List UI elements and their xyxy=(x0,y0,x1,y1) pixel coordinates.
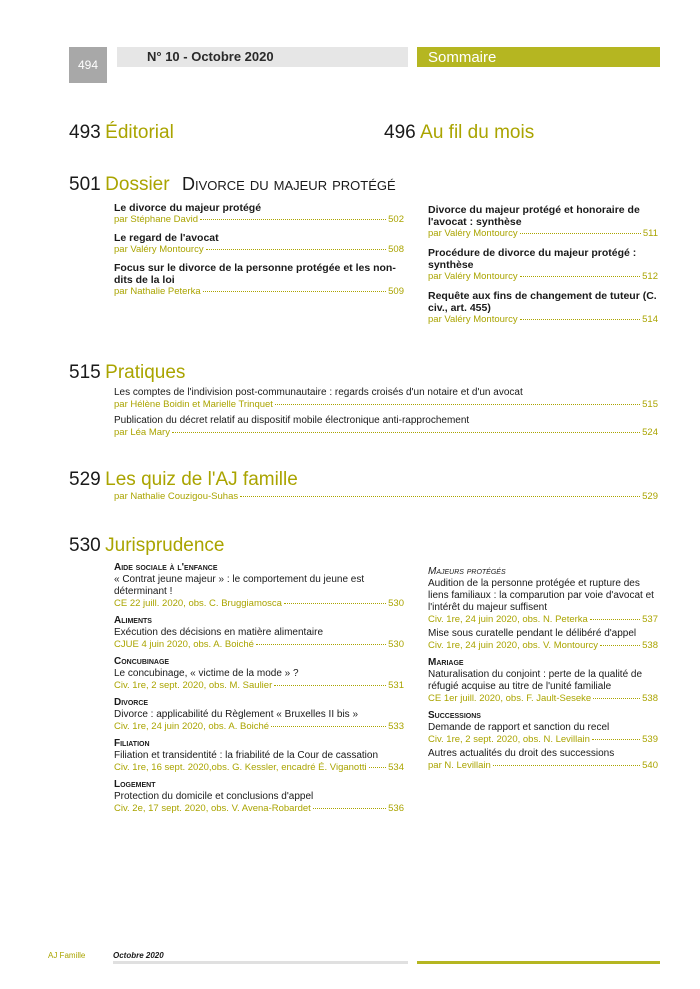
leader-dots xyxy=(520,276,641,277)
entry-page: 529 xyxy=(642,491,658,502)
leader-dots xyxy=(520,319,641,320)
entry-text: Audition de la personne protégée et rupture des liens familiaux : la comparution par voie d'avocat et l'intérêt du majeur suffisent xyxy=(428,578,654,613)
pratiques-title: Pratiques xyxy=(105,362,186,383)
entry-text: Divorce : applicabilité du Règlement « Bruxelles II bis » xyxy=(114,709,359,720)
entry-page: 508 xyxy=(388,244,404,255)
entry-title: Procédure de divorce du majeur protégé : synthèse xyxy=(428,247,637,271)
entry-author: par Léa Mary xyxy=(114,427,170,438)
entry-page: 530 xyxy=(388,598,404,609)
entry-text: Le concubinage, « victime de la mode » ? xyxy=(114,668,299,679)
quiz-entry[interactable] xyxy=(114,491,658,503)
entry-page: 530 xyxy=(388,639,404,650)
entry-author-line xyxy=(428,228,658,240)
dossier-entry[interactable] xyxy=(114,232,404,256)
entry-category: Filiation xyxy=(114,738,150,749)
entry-text: Demande de rapport et sanction du recel xyxy=(428,722,610,733)
entry-text: Mise sous curatelle pendant le délibéré d'appel xyxy=(428,628,637,639)
footer-bar-left xyxy=(113,961,408,964)
entry-text: Les comptes de l'indivision post-communautaire : regards croisés d'un notaire et d'un avocat xyxy=(114,387,523,398)
dossier-entry[interactable] xyxy=(114,262,404,298)
dossier-heading[interactable] xyxy=(69,174,396,196)
footer-brand: AJ Famille xyxy=(48,951,86,960)
entry-title: Focus sur le divorce de la personne protégée et les non-dits de la loi xyxy=(114,262,396,286)
entry-ref-line xyxy=(428,614,658,626)
entry-page: 537 xyxy=(642,614,658,625)
au-fil-page: 496 xyxy=(384,122,416,143)
entry-text: Autres actualités du droit des successions xyxy=(428,748,615,759)
juris-entry[interactable] xyxy=(428,578,658,626)
leader-dots xyxy=(203,291,387,292)
entry-ref-line xyxy=(114,598,404,610)
entry-text: Exécution des décisions en matière alimentaire xyxy=(114,627,323,638)
leader-dots xyxy=(271,726,386,727)
page-number-tab: 494 xyxy=(69,47,107,83)
editorial-page: 493 xyxy=(69,122,101,143)
entry-ref-line xyxy=(114,680,404,692)
dossier-entry[interactable] xyxy=(114,202,404,226)
leader-dots xyxy=(600,645,640,646)
jurisprudence-left-column xyxy=(114,562,404,815)
entry-page: 524 xyxy=(642,427,658,438)
dossier-entry[interactable] xyxy=(428,204,658,240)
footer-date: Octobre 2020 xyxy=(113,951,164,960)
entry-page: 540 xyxy=(642,760,658,771)
entry-page: 533 xyxy=(388,721,404,732)
dossier-entry[interactable] xyxy=(428,247,658,283)
entry-author-line xyxy=(428,271,658,283)
entry-ref-line xyxy=(428,693,658,705)
entry-ref: Civ. 1re, 16 sept. 2020,obs. G. Kessler, encadré É. Viganotti xyxy=(114,762,367,773)
entry-text: Filiation et transidentité : la friabilité de la Cour de cassation xyxy=(114,750,379,761)
jurisprudence-page: 530 xyxy=(69,535,101,556)
entry-author-line xyxy=(114,491,658,503)
entry-ref-line xyxy=(114,762,404,774)
issue-label: N° 10 - Octobre 2020 xyxy=(147,49,274,64)
entry-ref-line xyxy=(114,803,404,815)
entry-author-line xyxy=(114,399,658,411)
editorial-heading[interactable] xyxy=(69,122,174,144)
entry-author-line xyxy=(114,214,404,226)
category-majeurs-proteges: Majeurs protégés xyxy=(428,566,506,577)
entry-page: 511 xyxy=(642,228,658,239)
entry-text: « Contrat jeune majeur » : le comportement du jeune est déterminant ! xyxy=(114,574,365,597)
leader-dots xyxy=(275,404,640,405)
pratiques-page: 515 xyxy=(69,362,101,383)
entry-ref: Civ. 2e, 17 sept. 2020, obs. V. Avena-Robardet xyxy=(114,803,311,814)
entry-page: 509 xyxy=(388,286,404,297)
entry-ref: Civ. 1re, 2 sept. 2020, obs. N. Levillain xyxy=(428,734,590,745)
dossier-left-column xyxy=(114,202,404,298)
entry-category: Concubinage xyxy=(114,656,170,667)
pratiques-entry[interactable] xyxy=(114,387,658,411)
leader-dots xyxy=(172,432,640,433)
entry-page: 534 xyxy=(388,762,404,773)
entry-ref-line xyxy=(428,760,658,772)
leader-dots xyxy=(592,739,640,740)
entry-ref: Civ. 1re, 24 juin 2020, obs. V. Montourcy xyxy=(428,640,599,651)
leader-dots xyxy=(206,249,387,250)
entry-title: Le divorce du majeur protégé xyxy=(114,202,262,214)
entry-ref: CE 22 juill. 2020, obs. C. Bruggiamosca xyxy=(114,598,282,609)
category-mariage: Mariage xyxy=(428,657,464,668)
leader-dots xyxy=(590,619,640,620)
entry-page: 514 xyxy=(642,314,658,325)
entry-page: 515 xyxy=(642,399,658,410)
juris-entry[interactable] xyxy=(114,562,404,610)
jurisprudence-right-column xyxy=(428,566,658,772)
dossier-subtitle: Divorce du majeur protégé xyxy=(182,174,396,194)
entry-author: par Nathalie Peterka xyxy=(114,286,201,297)
entry-ref: par N. Levillain xyxy=(428,760,491,771)
leader-dots xyxy=(520,233,641,234)
category-successions: Successions xyxy=(428,710,481,721)
leader-dots xyxy=(256,644,386,645)
entry-category: Aliments xyxy=(114,615,152,626)
entry-title: Divorce du majeur protégé et honoraire de l'avocat : synthèse xyxy=(428,204,640,228)
entry-category: Logement xyxy=(114,779,156,790)
pratiques-entry[interactable] xyxy=(114,415,658,439)
entry-category: Divorce xyxy=(114,697,149,708)
au-fil-title: Au fil du mois xyxy=(420,122,535,143)
quiz-title: Les quiz de l'AJ famille xyxy=(105,469,298,490)
dossier-page: 501 xyxy=(69,174,101,195)
juris-entry[interactable] xyxy=(428,748,658,772)
entry-ref: CJUE 4 juin 2020, obs. A. Boiché xyxy=(114,639,254,650)
juris-entry[interactable] xyxy=(114,697,404,733)
entry-page: 531 xyxy=(388,680,404,691)
entry-author: par Nathalie Couzigou-Suhas xyxy=(114,491,239,502)
entry-author: par Stéphane David xyxy=(114,214,198,225)
entry-ref-line xyxy=(114,639,404,651)
juris-entry[interactable] xyxy=(428,669,658,705)
entry-page: 502 xyxy=(388,214,404,225)
entry-text: Protection du domicile et conclusions d'appel xyxy=(114,791,314,802)
juris-entry[interactable] xyxy=(114,656,404,692)
juris-entry[interactable] xyxy=(428,722,658,746)
pratiques-heading[interactable] xyxy=(69,362,185,384)
dossier-title: Dossier xyxy=(105,174,170,195)
quiz-page: 529 xyxy=(69,469,101,490)
jurisprudence-title: Jurisprudence xyxy=(105,535,225,556)
juris-entry[interactable] xyxy=(428,628,658,652)
juris-entry[interactable] xyxy=(114,779,404,815)
juris-entry[interactable] xyxy=(114,615,404,651)
leader-dots xyxy=(593,698,640,699)
entry-text: Naturalisation du conjoint : perte de la qualité de réfugié acquise au titre de l'unité familiale xyxy=(428,669,643,692)
leader-dots xyxy=(274,685,386,686)
entry-ref: Civ. 1re, 2 sept. 2020, obs. M. Saulier xyxy=(114,680,273,691)
entry-author: par Valéry Montourcy xyxy=(428,314,518,325)
leader-dots xyxy=(313,808,386,809)
leader-dots xyxy=(284,603,386,604)
editorial-title: Éditorial xyxy=(105,122,174,143)
entry-ref-line xyxy=(428,640,658,652)
entry-author-line xyxy=(114,427,658,439)
entry-page: 538 xyxy=(642,693,658,704)
juris-entry[interactable] xyxy=(114,738,404,774)
entry-ref-line xyxy=(114,721,404,733)
entry-author: par Valéry Montourcy xyxy=(428,271,518,282)
entry-ref: Civ. 1re, 24 juin 2020, obs. N. Peterka xyxy=(428,614,588,625)
pratiques-list xyxy=(114,387,658,439)
entry-author: par Hélène Boidin et Marielle Trinquet xyxy=(114,399,273,410)
leader-dots xyxy=(369,767,387,768)
entry-title: Requête aux fins de changement de tuteur (C. civ., art. 455) xyxy=(428,290,657,314)
entry-ref-line xyxy=(428,734,658,746)
section-label: Sommaire xyxy=(428,49,497,66)
entry-author: par Valéry Montourcy xyxy=(114,244,204,255)
dossier-entry[interactable] xyxy=(428,290,658,326)
entry-ref: CE 1er juill. 2020, obs. F. Jault-Seseke xyxy=(428,693,592,704)
entry-author-line xyxy=(114,244,404,256)
quiz-heading[interactable] xyxy=(69,469,298,491)
entry-ref: Civ. 1re, 24 juin 2020, obs. A. Boiché xyxy=(114,721,270,732)
entry-text: Publication du décret relatif au dispositif mobile électronique anti-rapprochement xyxy=(114,415,470,426)
au-fil-heading[interactable] xyxy=(384,122,534,144)
entry-author-line xyxy=(114,286,404,298)
entry-page: 539 xyxy=(642,734,658,745)
footer-bar-right xyxy=(417,961,660,964)
entry-title: Le regard de l'avocat xyxy=(114,232,219,244)
dossier-right-column xyxy=(428,204,658,326)
leader-dots xyxy=(200,219,386,220)
entry-author-line xyxy=(428,314,658,326)
entry-page: 512 xyxy=(642,271,658,282)
leader-dots xyxy=(493,765,640,766)
entry-author: par Valéry Montourcy xyxy=(428,228,518,239)
entry-category: Aide sociale à l'enfance xyxy=(114,562,218,573)
leader-dots xyxy=(240,496,640,497)
entry-page: 536 xyxy=(388,803,404,814)
entry-page: 538 xyxy=(642,640,658,651)
jurisprudence-heading[interactable] xyxy=(69,535,225,557)
